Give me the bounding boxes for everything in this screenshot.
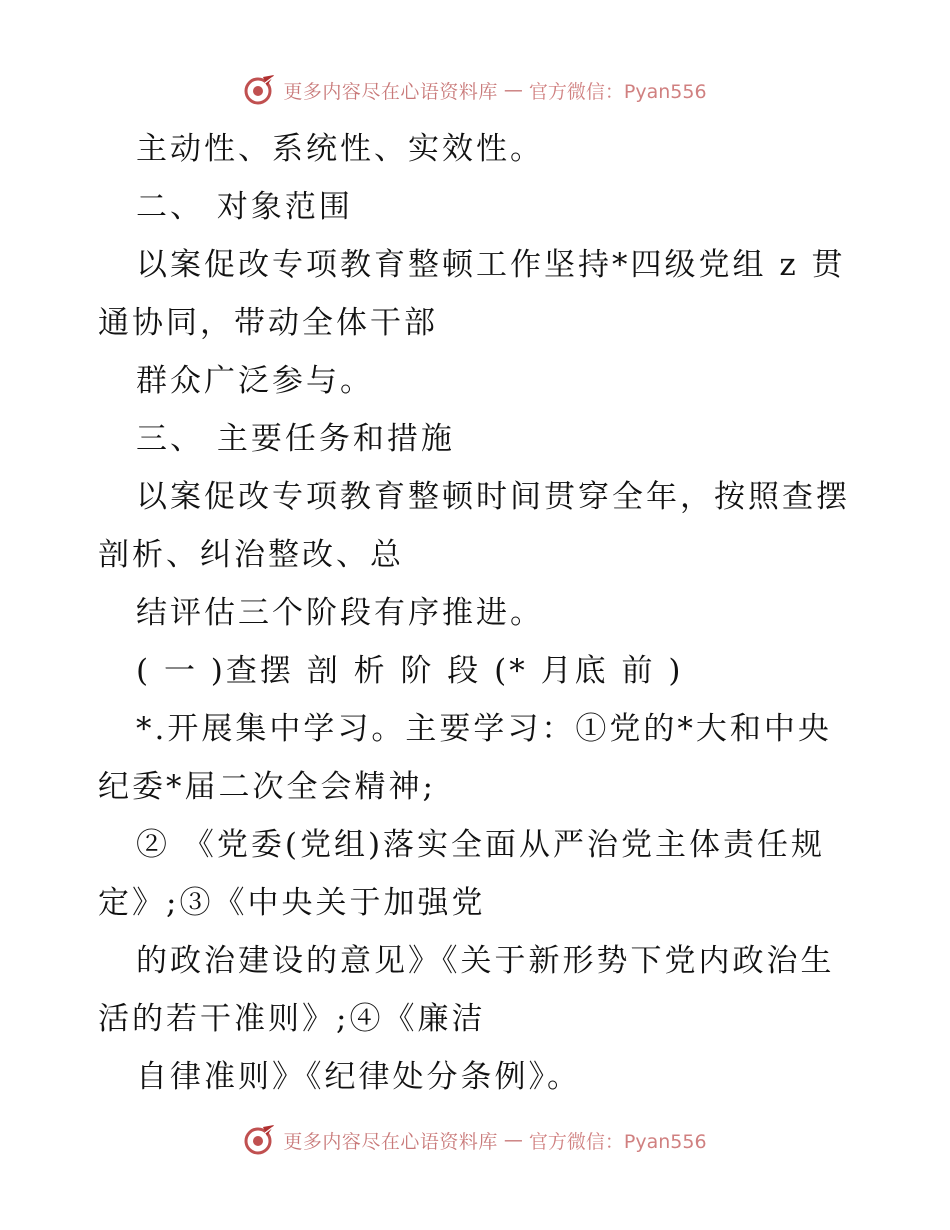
body-line: 剖析、纠治整改、总 — [98, 537, 404, 573]
body-line: 群众广泛参与。 — [136, 363, 374, 399]
body-line: 结评估三个阶段有序推进。 — [136, 595, 544, 631]
body-line: 通协同，带动全体干部 — [98, 305, 438, 341]
footer-contact: 官方微信：Pyan556 — [528, 1130, 707, 1153]
body-line: 主动性、系统性、实效性。 — [136, 131, 544, 167]
section-heading: 二、 对象范围 — [136, 189, 353, 225]
pen-logo-icon — [243, 1123, 277, 1157]
body-line: *.开展集中学习。主要学习：①党的*大和中央 — [136, 711, 832, 747]
header-watermark — [0, 70, 950, 110]
body-line: ② 《党委(党组)落实全面从严治党主体责任规 — [136, 827, 826, 863]
body-line: 自律准则》《纪律处分条例》。 — [136, 1059, 581, 1095]
body-line: 活的若干准则》;④《廉洁 — [98, 1001, 486, 1037]
footer-watermark — [0, 1120, 950, 1160]
pen-logo-icon — [243, 73, 277, 107]
subsection-heading: ( 一 )查摆 剖 析 阶 段 (* 月底 前 ) — [136, 653, 684, 689]
footer-separator: — — [503, 1129, 523, 1151]
header-separator: — — [503, 79, 523, 101]
section-heading: 三、 主要任务和措施 — [136, 421, 455, 457]
body-line: 以案促改专项教育整顿工作坚持*四级党组 z 贯 — [136, 247, 846, 283]
footer-brand: 更多内容尽在心语资料库 — [283, 1130, 498, 1153]
header-brand: 更多内容尽在心语资料库 — [283, 80, 498, 103]
body-line: 的政治建设的意见》《关于新形势下党内政治生 — [136, 943, 835, 979]
body-line: 定》;③《中央关于加强党 — [98, 885, 486, 921]
body-line: 以案促改专项教育整顿时间贯穿全年，按照查摆 — [136, 479, 850, 515]
body-line: 纪委*届二次全会精神; — [98, 769, 436, 805]
document-body — [98, 120, 858, 1106]
header-contact: 官方微信：Pyan556 — [528, 80, 707, 103]
